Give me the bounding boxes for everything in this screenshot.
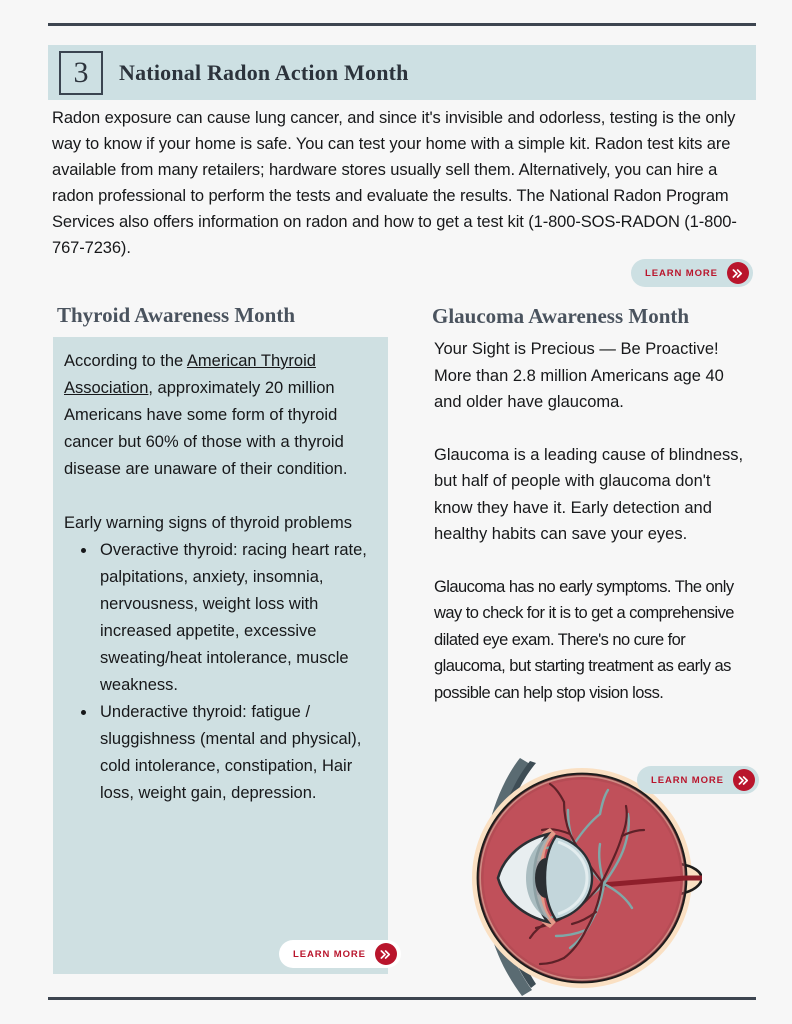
- glaucoma-learn-more-label: LEARN MORE: [651, 774, 724, 786]
- glaucoma-paragraph-2: Glaucoma is a leading cause of blindness, but half of people with glaucoma don't know they have it. Early detection and healthy habits can save your eyes.: [434, 445, 744, 543]
- double-chevron-right-icon: [733, 769, 755, 791]
- thyroid-intro-paragraph: [64, 348, 375, 483]
- radon-section-title: National Radon Action Month: [119, 59, 409, 85]
- radon-section-header: [48, 45, 756, 100]
- glaucoma-section-heading: Glaucoma Awareness Month: [432, 304, 690, 328]
- thyroid-section-heading: Thyroid Awareness Month: [57, 303, 296, 327]
- list-item: • Underactive thyroid: fatigue / sluggishness (mental and physical), cold intolerance, constipation, Hair loss, weight gain, depression.: [97, 699, 375, 807]
- glaucoma-learn-more-button[interactable]: [637, 766, 759, 794]
- radon-body-text: Radon exposure can cause lung cancer, and since it's invisible and odorless, testing is the only way to know if your home is safe. You can test your home with a simple kit. Radon test kits are available from many retailers; hardware stores usually sell them. Alternatively, you can hire a radon professional to perform the tests and evaluate the results. The National Radon Program Services also offers information on radon and how to get a test kit (1-800-SOS-RADON (1-800-767-7236).: [52, 109, 737, 257]
- double-chevron-right-icon: [375, 943, 397, 965]
- american-thyroid-association-link[interactable]: American Thyroid Association: [64, 352, 316, 397]
- thyroid-intro-suffix: , approximately 20 million Americans have some form of thyroid cancer but 60% of those with a thyroid disease are unaware of their condition.: [64, 379, 348, 478]
- thyroid-content-box: [53, 337, 388, 974]
- thyroid-subheading: Early warning signs of thyroid problems: [64, 514, 352, 532]
- thyroid-learn-more-label: LEARN MORE: [293, 948, 366, 960]
- thyroid-intro-prefix: According to the: [64, 352, 187, 370]
- radon-learn-more-label: LEARN MORE: [645, 267, 718, 279]
- radon-learn-more-button[interactable]: [631, 259, 753, 287]
- thyroid-learn-more-button[interactable]: [279, 940, 401, 968]
- glaucoma-content-column: [434, 336, 752, 706]
- double-chevron-right-icon: [727, 262, 749, 284]
- top-divider-rule: [48, 23, 756, 26]
- thyroid-warning-signs-list: [64, 537, 375, 807]
- section-number-badge: 3: [59, 51, 103, 95]
- glaucoma-paragraph-3: Glaucoma has no early symptoms. The only way to check for it is to get a comprehensive dilated eye exam. There's no cure for glaucoma, but starting treatment as early as possible can help stop vision loss.: [434, 577, 734, 702]
- glaucoma-paragraph-1: Your Sight is Precious — Be Proactive! More than 2.8 million Americans age 40 and older have glaucoma.: [434, 340, 724, 411]
- list-item: • Overactive thyroid: racing heart rate, palpitations, anxiety, insomnia, nervousness, weight loss with increased appetite, excessive sweating/heat intolerance, muscle weakness.: [97, 537, 375, 699]
